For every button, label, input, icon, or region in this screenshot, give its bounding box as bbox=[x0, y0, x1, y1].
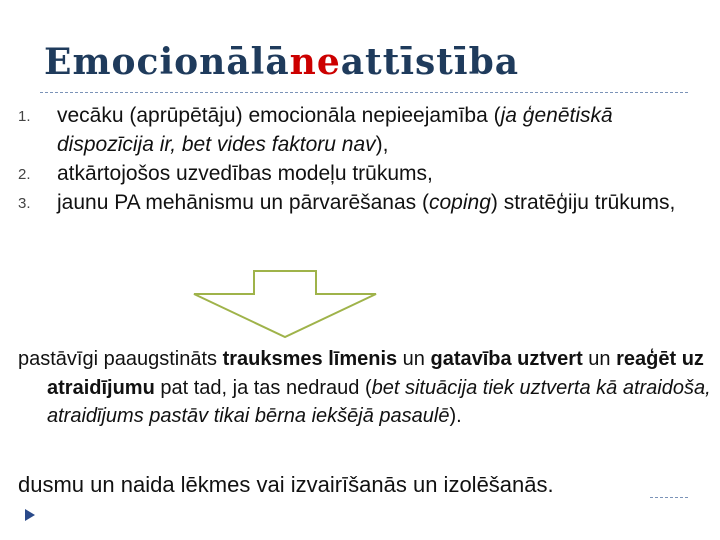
title-part-1: Emocionālā bbox=[44, 41, 290, 83]
para-text: ). bbox=[449, 405, 462, 427]
down-arrow-outline-icon bbox=[190, 268, 380, 340]
para-text: pastāvīgi paaugstināts bbox=[18, 348, 223, 370]
list-item-text-a: jaunu PA mehānismu un pārvarēšanas ( bbox=[57, 191, 429, 214]
triangle-bullet-icon bbox=[24, 508, 36, 522]
numbered-list bbox=[18, 101, 698, 217]
slide-title bbox=[44, 40, 519, 84]
list-number: 1. bbox=[18, 108, 31, 125]
bottom-divider bbox=[650, 497, 688, 498]
list-item-text-b: ) stratēģiju trūkums, bbox=[490, 191, 676, 214]
list-item-text-b: ), bbox=[375, 133, 389, 156]
list-item bbox=[18, 101, 698, 159]
list-number: 3. bbox=[18, 195, 31, 212]
list-item-text: atkārtojošos uzvedības modeļu trūkums, bbox=[57, 162, 433, 185]
title-accent-ne: ne bbox=[289, 41, 341, 83]
para-text: pat tad, ja tas nedraud ( bbox=[154, 376, 372, 399]
title-divider bbox=[40, 92, 688, 93]
para-bold-anxiety-level: trauksmes līmenis bbox=[222, 348, 398, 370]
para-bold-readiness: gatavība uztvert bbox=[430, 348, 583, 370]
title-part-3: attīstība bbox=[340, 41, 520, 83]
para-text: un bbox=[397, 348, 431, 370]
consequence-paragraph bbox=[18, 345, 720, 431]
para-italic-note: bet situācija tiek uztverta kā atraidoša, atraidījums pastāv tikai bērna iekšējā pasaulē bbox=[47, 376, 711, 427]
list-item-text-a: vecāku (aprūpētāju) emocionāla nepieejamība ( bbox=[57, 104, 501, 127]
list-item bbox=[18, 159, 698, 188]
para-bold-react-rejection: reaģēt uz atraidījumu bbox=[47, 348, 704, 399]
list-number: 2. bbox=[18, 166, 31, 183]
list-item bbox=[18, 188, 698, 217]
anger-paragraph: dusmu un naida lēkmes vai izvairīšanās un izolēšanās. bbox=[18, 472, 554, 497]
para-text: un bbox=[582, 348, 617, 370]
list-item-italic: ja ģenētiskā dispozīcija ir, bet vides faktoru nav bbox=[57, 104, 613, 156]
list-item-italic: coping bbox=[429, 191, 491, 214]
